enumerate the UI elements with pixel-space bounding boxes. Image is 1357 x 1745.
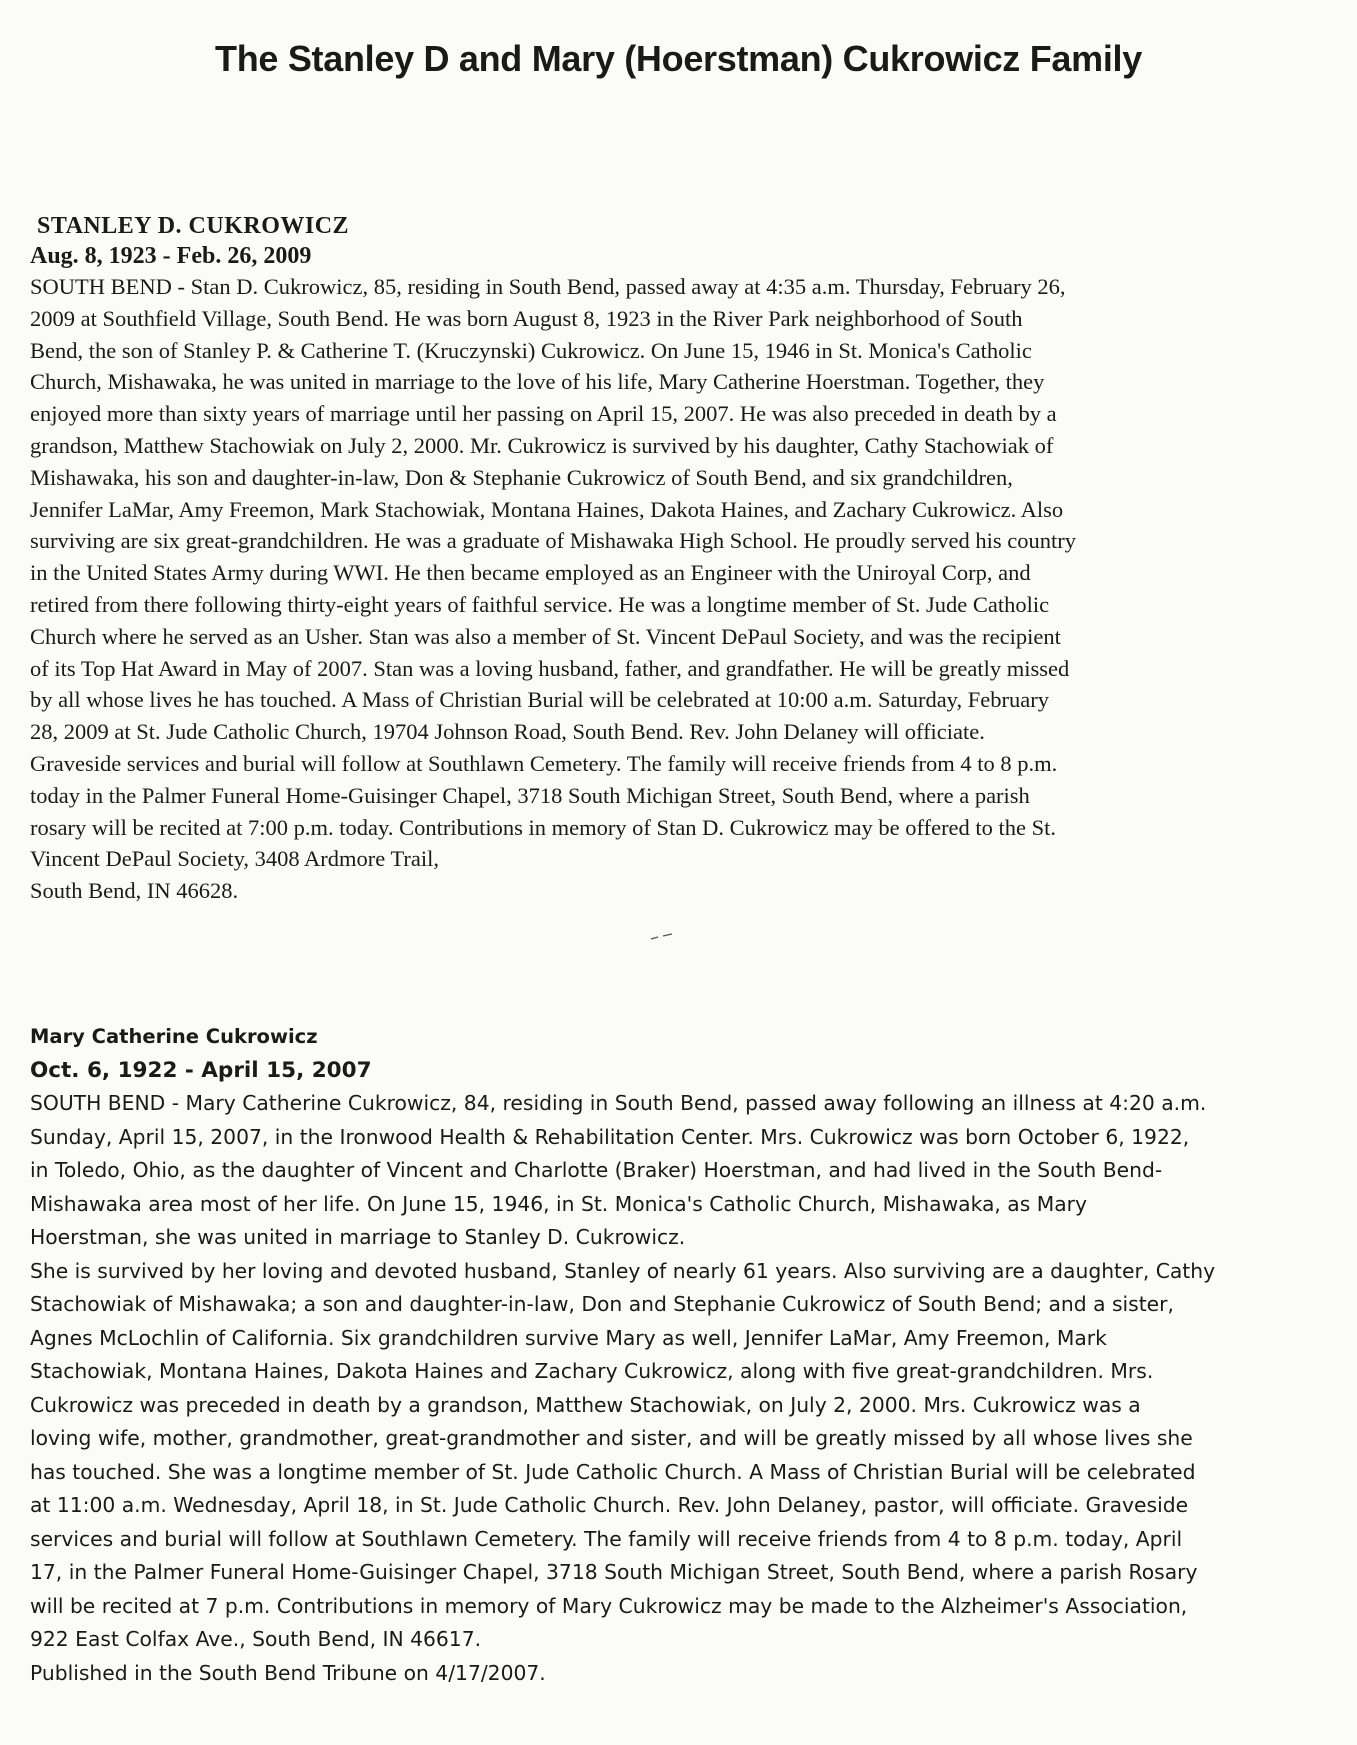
mary-name-heading: Mary Catherine Cukrowicz [30,1025,318,1048]
stanley-obituary-text: SOUTH BEND - Stan D. Cukrowicz, 85, residing in South Bend, passed away at 4:35 a.m. Thursday, February 26, 2009 at Southfield Village, South Bend. He was born August 8, 1923 in the River Park neighborhood of South Bend, the son of Stanley P. & Catherine T. (Kruczynski) Cukrowicz. On June 15, 1946 in St. Monica's Catholic Church, Mishawaka, he was united in marriage to the love of his life, Mary Catherine Hoerstman. Together, they enjoyed more than sixty years of marriage until her passing on April 15, 2007. He was also preceded in death by a grandson, Matthew Stachowiak on July 2, 2000. Mr. Cukrowicz is survived by his daughter, Cathy Stachowiak of Mishawaka, his son and daughter-in-law, Don & Stephanie Cukrowicz of South Bend, and six grandchildren, Jennifer LaMar, Amy Freemon, Mark Stachowiak, Montana Haines, Dakota Haines, and Zachary Cukrowicz. Also surviving are six great-grandchildren. He was a graduate of Mishawaka High School. He proudly served his country in the United States Army during WWI. He then became employed as an Engineer with the Uniroyal Corp, and retired from there following thirty-eight years of faithful service. He was a longtime member of St. Jude Catholic Church where he served as an Usher. Stan was also a member of St. Vincent DePaul Society, and was the recipient of its Top Hat Award in May of 2007. Stan was a loving husband, father, and grandfather. He will be greatly missed by all whose lives he has touched. A Mass of Christian Burial will be celebrated at 10:00 a.m. Saturday, February 28, 2009 at St. Jude Catholic Church, 19704 Johnson Road, South Bend. Rev. John Delaney will officiate. Graveside services and burial will follow at Southlawn Cemetery. The family will receive friends from 4 to 8 p.m. today in the Palmer Funeral Home-Guisinger Chapel, 3718 South Michigan Street, South Bend, where a parish rosary will be recited at 7:00 p.m. today. Contributions in memory of Stan D. Cukrowicz may be offered to the St. Vincent DePaul Society, 3408 Ardmore Trail, South Bend, IN 46628. [30,274,1076,904]
mary-obituary-text: SOUTH BEND - Mary Catherine Cukrowicz, 84, residing in South Bend, passed away following an illness at 4:20 a.m. Sunday, April 15, 2007, in the Ironwood Health & Rehabilitation Center. Mrs. Cukrowicz was born October 6, 1922, in Toledo, Ohio, as the daughter of Vincent and Charlotte (Braker) Hoerstman, and had lived in the South Bend- Mishawaka area most of her life. On June 15, 1946, in St. Monica's Catholic Church, Mishawaka, as Mary Hoerstman, she was united in marriage to Stanley D. Cukrowicz. She is survived by her loving and devoted husband, Stanley of nearly 61 years. Also surviving are a daughter, Cathy Stachowiak of Mishawaka; a son and daughter-in-law, Don and Stephanie Cukrowicz of South Bend; and a sister, Agnes McLochlin of California. Six grandchildren survive Mary as well, Jennifer LaMar, Amy Freemon, Mark Stachowiak, Montana Haines, Dakota Haines and Zachary Cukrowicz, along with five great-grandchildren. Mrs. Cukrowicz was preceded in death by a grandson, Matthew Stachowiak, on July 2, 2000. Mrs. Cukrowicz was a loving wife, mother, grandmother, great-grandmother and sister, and will be greatly missed by all whose lives she has touched. She was a longtime member of St. Jude Catholic Church. A Mass of Christian Burial will be celebrated at 11:00 a.m. Wednesday, April 18, in St. Jude Catholic Church. Rev. John Delaney, pastor, will officiate. Graveside services and burial will follow at Southlawn Cemetery. The family will receive friends from 4 to 8 p.m. today, April 17, in the Palmer Funeral Home-Guisinger Chapel, 3718 South Michigan Street, South Bend, where a parish Rosary will be recited at 7 p.m. Contributions in memory of Mary Cukrowicz may be made to the Alzheimer's Association, 922 East Colfax Ave., South Bend, IN 46617. Published in the South Bend Tribune on 4/17/2007. [30,1091,1216,1685]
stanley-obituary [30,211,1330,907]
stray-mark-icon [650,933,674,941]
mary-obituary [30,1020,1340,1690]
stanley-name-heading: STANLEY D. CUKROWICZ [37,213,350,239]
stray-scan-mark [650,933,674,941]
page-title: The Stanley D and Mary (Hoerstman) Cukrowicz Family [215,38,1142,79]
mary-dates-heading: Oct. 6, 1922 - April 15, 2007 [30,1057,372,1083]
stanley-dates-heading: Aug. 8, 1923 - Feb. 26, 2009 [30,243,312,269]
